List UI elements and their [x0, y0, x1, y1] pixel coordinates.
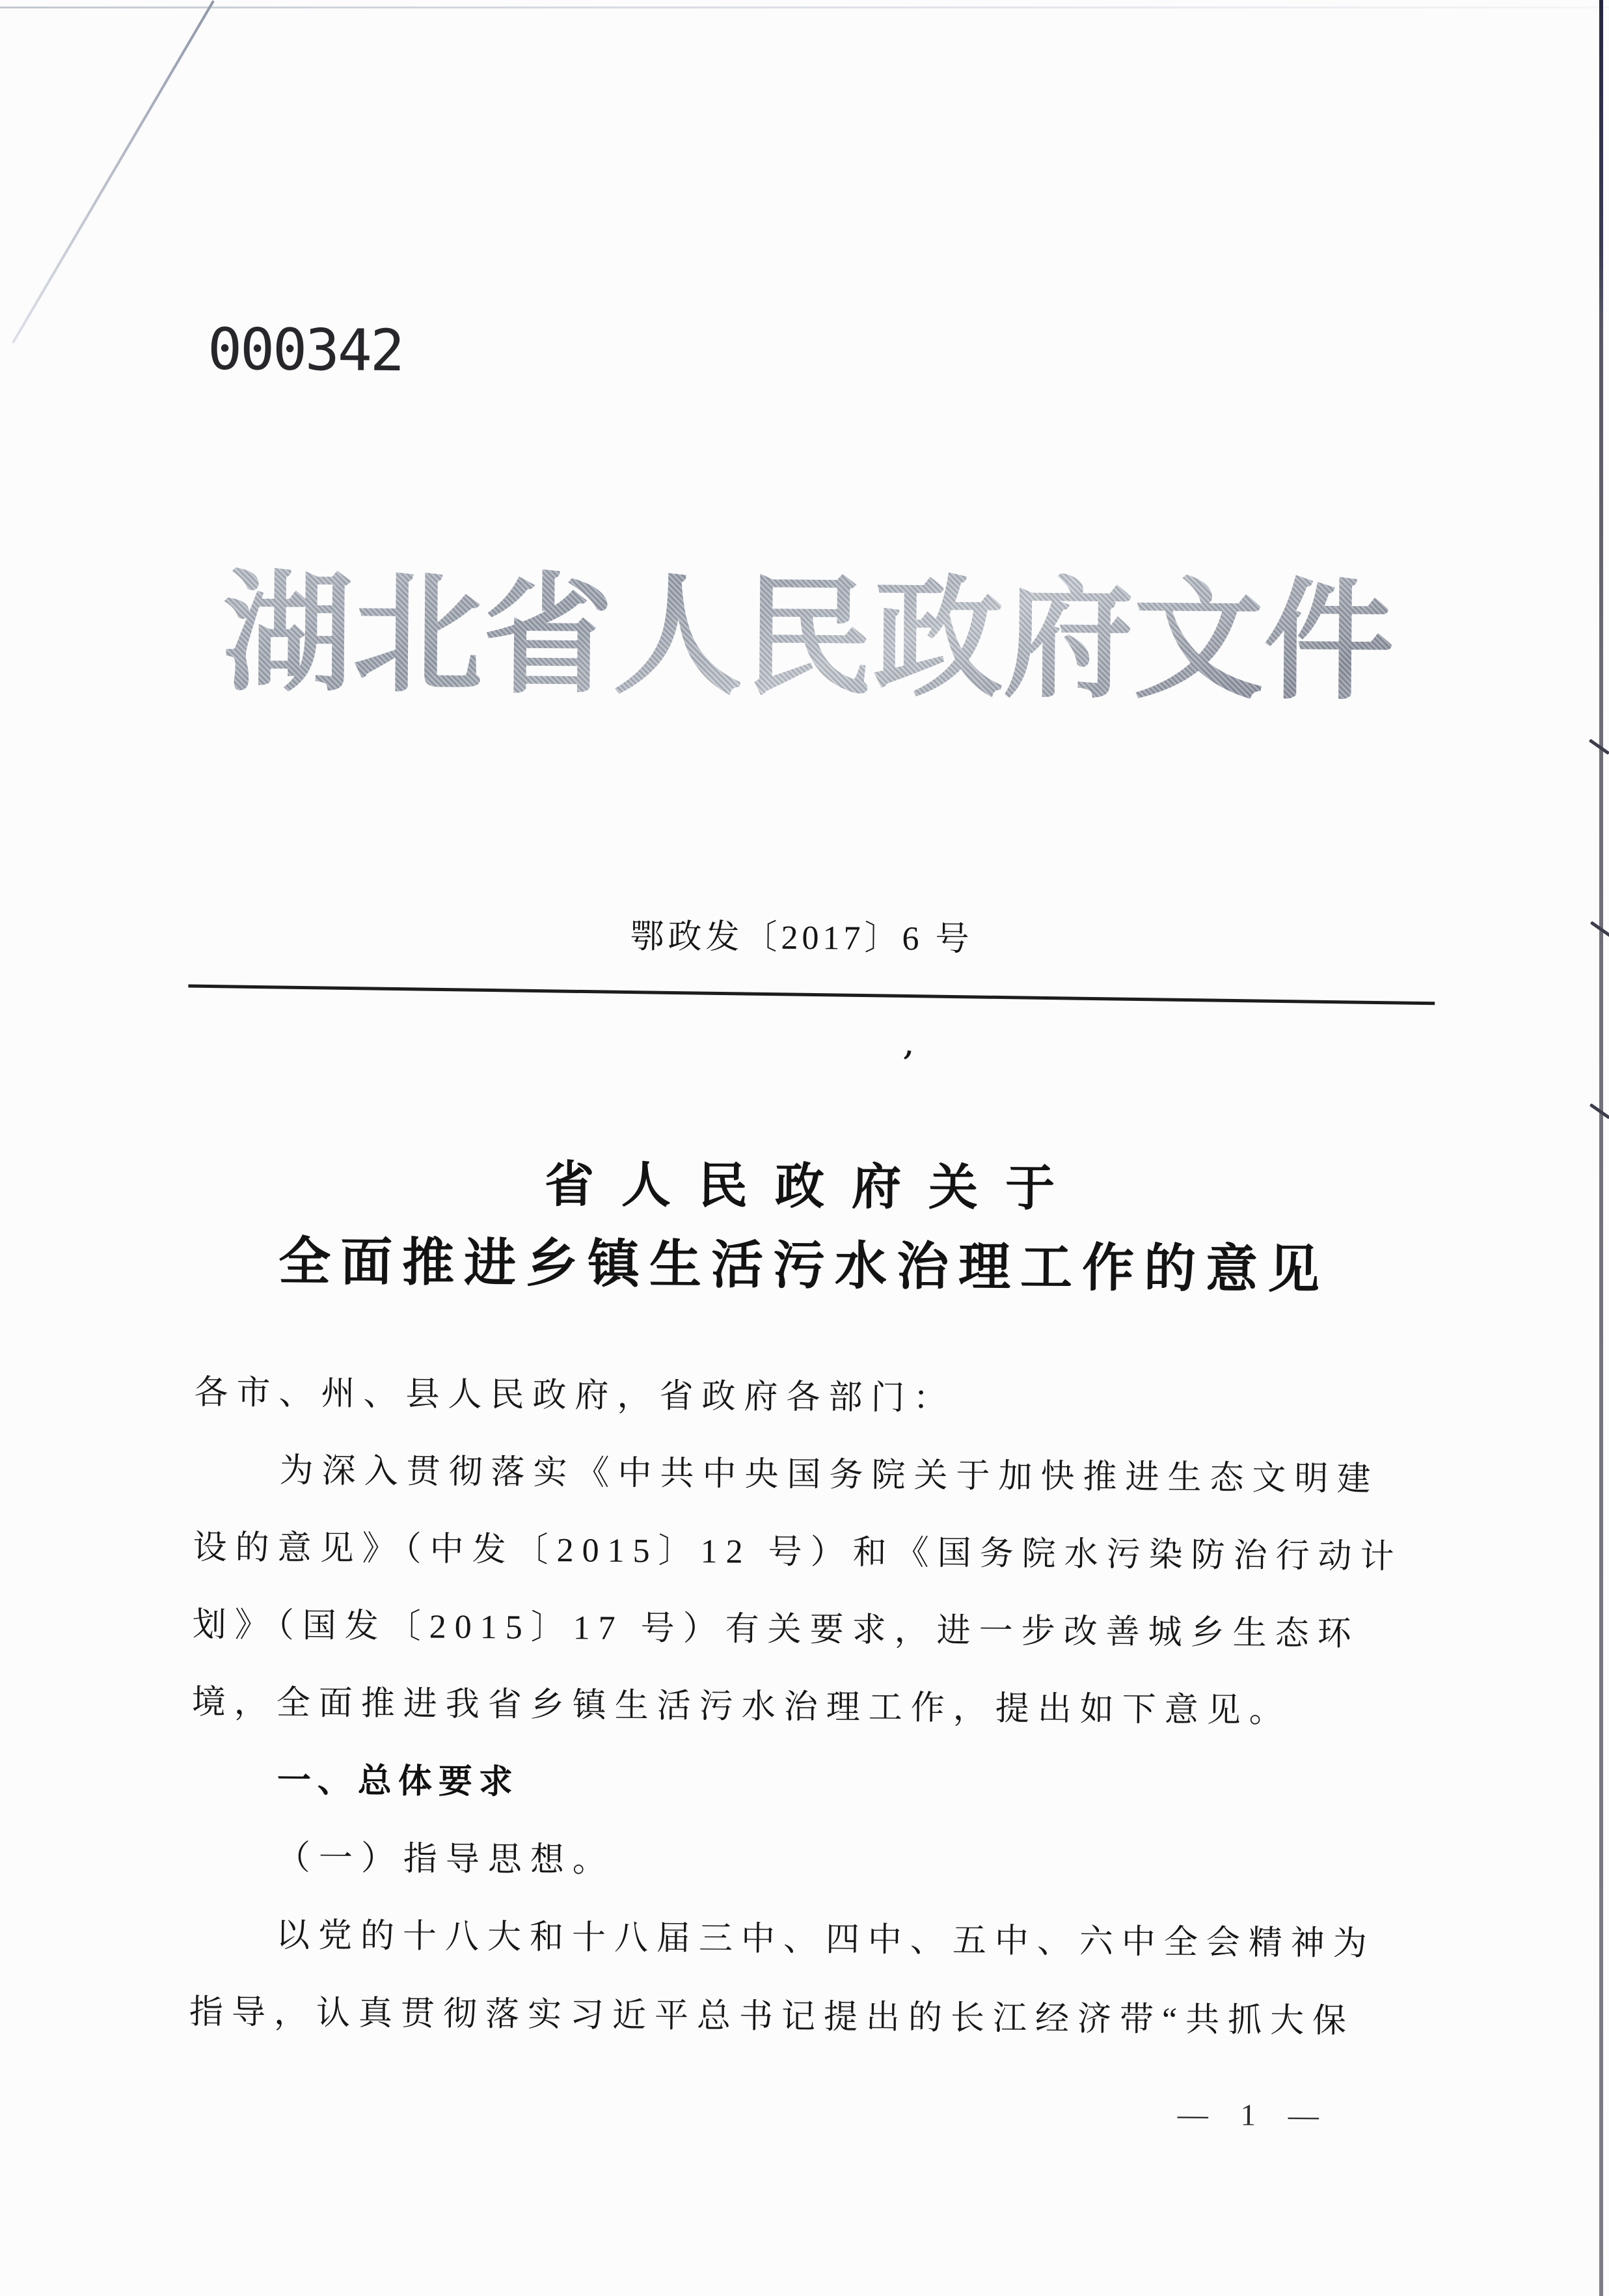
- body-line: 划》（国发〔2015〕17 号）有关要求，进一步改善城乡生态环: [192, 1606, 1360, 1653]
- document-title-line1: 省人民政府关于: [544, 1157, 1083, 1217]
- document-serial-stamp: 000342: [207, 315, 403, 385]
- body-line: 境，全面推进我省乡镇生活污水治理工作，提出如下意见。: [191, 1684, 1291, 1730]
- section-heading: 一、总体要求: [277, 1761, 520, 1801]
- document-title-line2: 全面推进乡镇生活污水治理工作的意见: [278, 1233, 1330, 1300]
- letterhead-divider-line: [188, 985, 1435, 1005]
- body-line: 以党的十八大和十八届三中、四中、五中、六中全会精神为: [275, 1917, 1376, 1963]
- subsection-heading: （一）指导思想。: [276, 1839, 615, 1879]
- salutation-line: 各市、州、县人民政府，省政府各部门：: [194, 1374, 956, 1417]
- document-reference-number: 鄂政发〔2017〕6 号: [630, 918, 973, 959]
- letterhead-title: 湖北省人民政府文件: [3, 565, 1609, 714]
- body-line: 指导，认真贯彻落实习近平总书记提出的长江经济带“共抓大保: [189, 1993, 1355, 2040]
- page-number: — 1 —: [1177, 2098, 1329, 2133]
- body-line: 为深入贯彻落实《中共中央国务院关于加快推进生态文明建: [279, 1452, 1379, 1498]
- body-line: 设的意见》（中发〔2015〕12 号）和《国务院水污染防治行动计: [193, 1529, 1403, 1576]
- document-body: [189, 1354, 1431, 2061]
- scan-artifact-ink-mark: ’: [897, 1042, 915, 1088]
